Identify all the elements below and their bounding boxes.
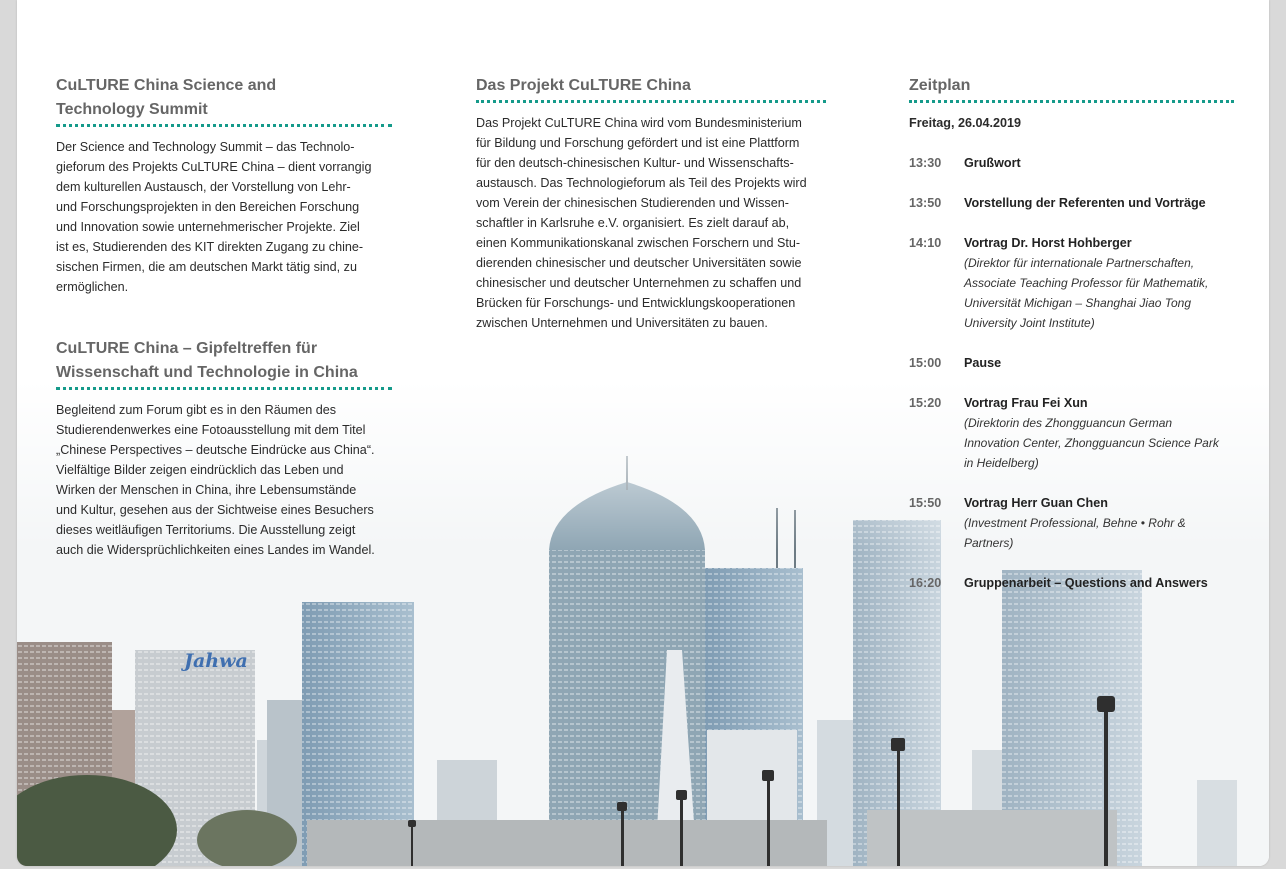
text-line: und Innovation sowie unternehmerischer Projekte. Ziel <box>56 220 360 234</box>
text-line: „Chinese Perspectives – deutsche Eindrücke aus China“. <box>56 443 375 457</box>
schedule-item <box>909 233 1234 333</box>
schedule-time: 16:20 <box>909 576 942 590</box>
subtitle-line: Universität Michigan – Shanghai Jiao Tong <box>964 296 1192 310</box>
column-middle <box>476 74 826 333</box>
section-heading-summit <box>56 74 392 127</box>
section-body-projekt <box>476 113 826 333</box>
text-line: und Forschungsprojekten in den Bereichen Forschung <box>56 200 360 214</box>
text-line: Brücken für Forschungs- und Entwicklungskooperationen <box>476 296 796 310</box>
heading-line: CuLTURE China – Gipfeltreffen für <box>56 340 318 357</box>
schedule-item <box>909 193 1234 213</box>
schedule-title: Vortrag Herr Guan Chen <box>964 496 1108 510</box>
schedule-subtitle <box>964 413 1234 473</box>
section-heading-projekt: Das Projekt CuLTURE China <box>476 74 826 103</box>
subtitle-line: (Investment Professional, Behne • Rohr & Partners) <box>964 516 1186 550</box>
jahwa-sign-logo: Jahwa <box>184 650 248 672</box>
schedule-item <box>909 393 1234 473</box>
schedule-title: Grußwort <box>964 156 1021 170</box>
text-line: Der Science and Technology Summit – das Technolo- <box>56 140 355 154</box>
subtitle-line: Associate Teaching Professor für Mathematik, <box>964 276 1209 290</box>
text-line: Vielfältige Bilder zeigen eindrücklich das Leben und <box>56 463 344 477</box>
schedule-item <box>909 153 1234 173</box>
text-line: ermöglichen. <box>56 280 129 294</box>
schedule-time: 15:00 <box>909 356 942 370</box>
heading-line: Wissenschaft und Technologie in China <box>56 364 358 381</box>
column-left <box>56 74 392 560</box>
schedule-time: 15:20 <box>909 396 942 410</box>
section-body-gipfeltreffen <box>56 400 392 560</box>
section-body-summit <box>56 137 392 297</box>
text-line: dem kulturellen Austausch, der Vorstellung von Lehr- <box>56 180 351 194</box>
text-line: für Bildung und Forschung gefördert und ist eine Plattform <box>476 136 800 150</box>
schedule-title: Vortrag Dr. Horst Hohberger <box>964 236 1132 250</box>
text-line: dieses weitläufigen Territoriums. Die Ausstellung zeigt <box>56 523 356 537</box>
schedule-time: 13:50 <box>909 196 942 210</box>
heading-line: CuLTURE China Science and <box>56 77 277 94</box>
text-line: gieforum des Projekts CuLTURE China – dient vorrangig <box>56 160 372 174</box>
subtitle-line: (Direktorin des Zhongguancun German <box>964 416 1173 430</box>
text-line: schaftler in Karlsruhe e.V. organisiert. Es zielt darauf ab, <box>476 216 790 230</box>
section-heading-gipfeltreffen <box>56 337 392 390</box>
schedule-item <box>909 353 1234 373</box>
schedule-date: Freitag, 26.04.2019 <box>909 116 1022 130</box>
schedule-item <box>909 493 1234 553</box>
section-projekt <box>476 74 826 333</box>
schedule-item <box>909 573 1234 593</box>
text-line: Das Projekt CuLTURE China wird vom Bundesministerium <box>476 116 802 130</box>
text-line: für den deutsch-chinesischen Kultur- und Wissenschafts- <box>476 156 794 170</box>
section-summit <box>56 74 392 297</box>
text-line: zwischen Unternehmen und Universitäten zu bauen. <box>476 316 768 330</box>
schedule-subtitle <box>964 253 1234 333</box>
subtitle-line: Innovation Center, Zhongguancun Science Park <box>964 436 1219 450</box>
schedule-time: 13:30 <box>909 156 942 170</box>
column-right <box>909 74 1234 613</box>
text-line: Wirken der Menschen in China, ihre Lebensumstände <box>56 483 357 497</box>
schedule-title: Vorstellung der Referenten und Vorträge <box>964 196 1206 210</box>
text-line: dierenden chinesischer und deutscher Universitäten sowie <box>476 256 802 270</box>
schedule-time: 15:50 <box>909 496 942 510</box>
section-gipfeltreffen <box>56 337 392 560</box>
schedule-subtitle <box>964 513 1234 553</box>
heading-line: Technology Summit <box>56 101 208 118</box>
section-heading-zeitplan: Zeitplan <box>909 74 1234 103</box>
text-line: auch die Widersprüchlichkeiten eines Landes im Wandel. <box>56 543 375 557</box>
schedule-title: Vortrag Frau Fei Xun <box>964 396 1088 410</box>
schedule-time: 14:10 <box>909 236 942 250</box>
subtitle-line: in Heidelberg) <box>964 456 1039 470</box>
text-line: Studierendenwerkes eine Fotoausstellung mit dem Titel <box>56 423 366 437</box>
schedule-title: Pause <box>964 356 1002 370</box>
brochure-page <box>17 0 1269 866</box>
text-line: austausch. Das Technologieforum als Teil des Projekts wird <box>476 176 807 190</box>
text-line: sischen Firmen, die am deutschen Markt tätig sind, zu <box>56 260 357 274</box>
text-line: Begleitend zum Forum gibt es in den Räumen des <box>56 403 337 417</box>
schedule-title: Gruppenarbeit – Questions and Answers <box>964 576 1208 590</box>
text-line: vom Verein der chinesischen Studierenden und Wissen- <box>476 196 789 210</box>
subtitle-line: University Joint Institute) <box>964 316 1095 330</box>
text-line: ist es, Studierenden des KIT direkten Zugang zu chine- <box>56 240 364 254</box>
text-line: und Kultur, gesehen aus der Sichtweise eines Besuchers <box>56 503 374 517</box>
subtitle-line: (Direktor für internationale Partnerschaften, <box>964 256 1195 270</box>
text-line: einen Kommunikationskanal zwischen Forschern und Stu- <box>476 236 801 250</box>
schedule-list <box>909 153 1234 593</box>
text-line: chinesischer und deutscher Unternehmen zu schaffen und <box>476 276 802 290</box>
